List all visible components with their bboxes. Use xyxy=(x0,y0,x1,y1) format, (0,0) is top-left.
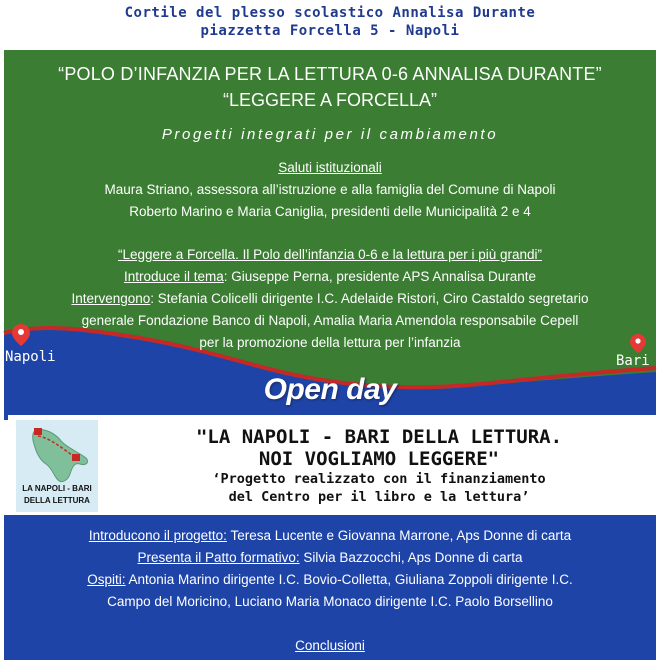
saluti-heading: Saluti istituzionali xyxy=(278,160,382,175)
intervengono-label: Intervengono xyxy=(71,291,151,306)
location-line-2: piazzetta Forcella 5 - Napoli xyxy=(200,23,460,39)
intervengono-line xyxy=(0,291,660,306)
event-title-line-2: “LEGGERE A FORCELLA” xyxy=(222,90,438,110)
project-subtitle-line-2: del Centro per il libro e la lettura’ xyxy=(228,489,530,505)
project-title-line-2: NOI VOGLIAMO LEGGERE" xyxy=(258,448,500,470)
saluti-line-1: Maura Striano, assessora all’istruzione e alla famiglia del Comune di Napoli xyxy=(104,182,556,197)
introduce-label: Introduce il tema xyxy=(123,269,224,284)
conclusioni-heading: Conclusioni xyxy=(295,638,365,653)
intervengono-text: : Stefania Colicelli dirigente I.C. Adelaide Ristori, Ciro Castaldo segretario xyxy=(150,291,589,306)
location-line-1: Cortile del plesso scolastico Annalisa Durante xyxy=(124,5,536,21)
project-subtitle-line-1: ‘Progetto realizzato con il finanziamento xyxy=(212,471,546,487)
introducono-text: Teresa Lucente e Giovanna Marrone, Aps Donne di carta xyxy=(226,528,572,543)
saluti-line-2: Roberto Marino e Maria Caniglia, presidenti delle Municipalità 2 e 4 xyxy=(129,204,531,219)
logo-text-line-1: LA NAPOLI - BARI xyxy=(22,484,92,493)
intervengono-line-3: per la promozione della lettura per l’infanzia xyxy=(199,335,461,350)
city-label-napoli: Napoli xyxy=(5,349,56,365)
open-day-heading: Open day xyxy=(263,373,397,406)
intervengono-line-2: generale Fondazione Banco di Napoli, Amalia Maria Amendola responsabile Cepell xyxy=(81,313,579,328)
event-title-line-1: “POLO D’INFANZIA PER LA LETTURA 0-6 ANNALISA DURANTE” xyxy=(58,64,602,84)
logo-text-line-2: DELLA LETTURA xyxy=(24,496,90,505)
ospiti-text: Antonia Marino dirigente I.C. Bovio-Colletta, Giuliana Zoppoli dirigente I.C. xyxy=(125,572,573,587)
city-label-bari: Bari xyxy=(616,353,650,369)
patto-text: Silvia Bazzocchi, Aps Donne di carta xyxy=(299,550,523,565)
patto-label: Presenta il Patto formativo: xyxy=(137,550,300,565)
patto-line xyxy=(0,550,660,565)
introducono-label: Introducono il progetto: xyxy=(88,528,227,543)
ospiti-line-2: Campo del Moricino, Luciano Maria Monaco dirigente I.C. Paolo Borsellino xyxy=(107,594,553,609)
ospiti-label: Ospiti: xyxy=(87,572,126,587)
ospiti-line xyxy=(0,572,660,587)
event-subtitle: Progetti integrati per il cambiamento xyxy=(161,126,499,143)
introduce-text: : Giuseppe Perna, presidente APS Annalisa Durante xyxy=(223,269,536,284)
introduce-line xyxy=(0,269,660,284)
project-title-line-1: "LA NAPOLI - BARI DELLA LETTURA. xyxy=(195,426,563,448)
introducono-line xyxy=(0,528,660,543)
panel-title: “Leggere a Forcella. Il Polo dell’infanzia 0-6 e la lettura per i più grandi” xyxy=(118,247,542,262)
